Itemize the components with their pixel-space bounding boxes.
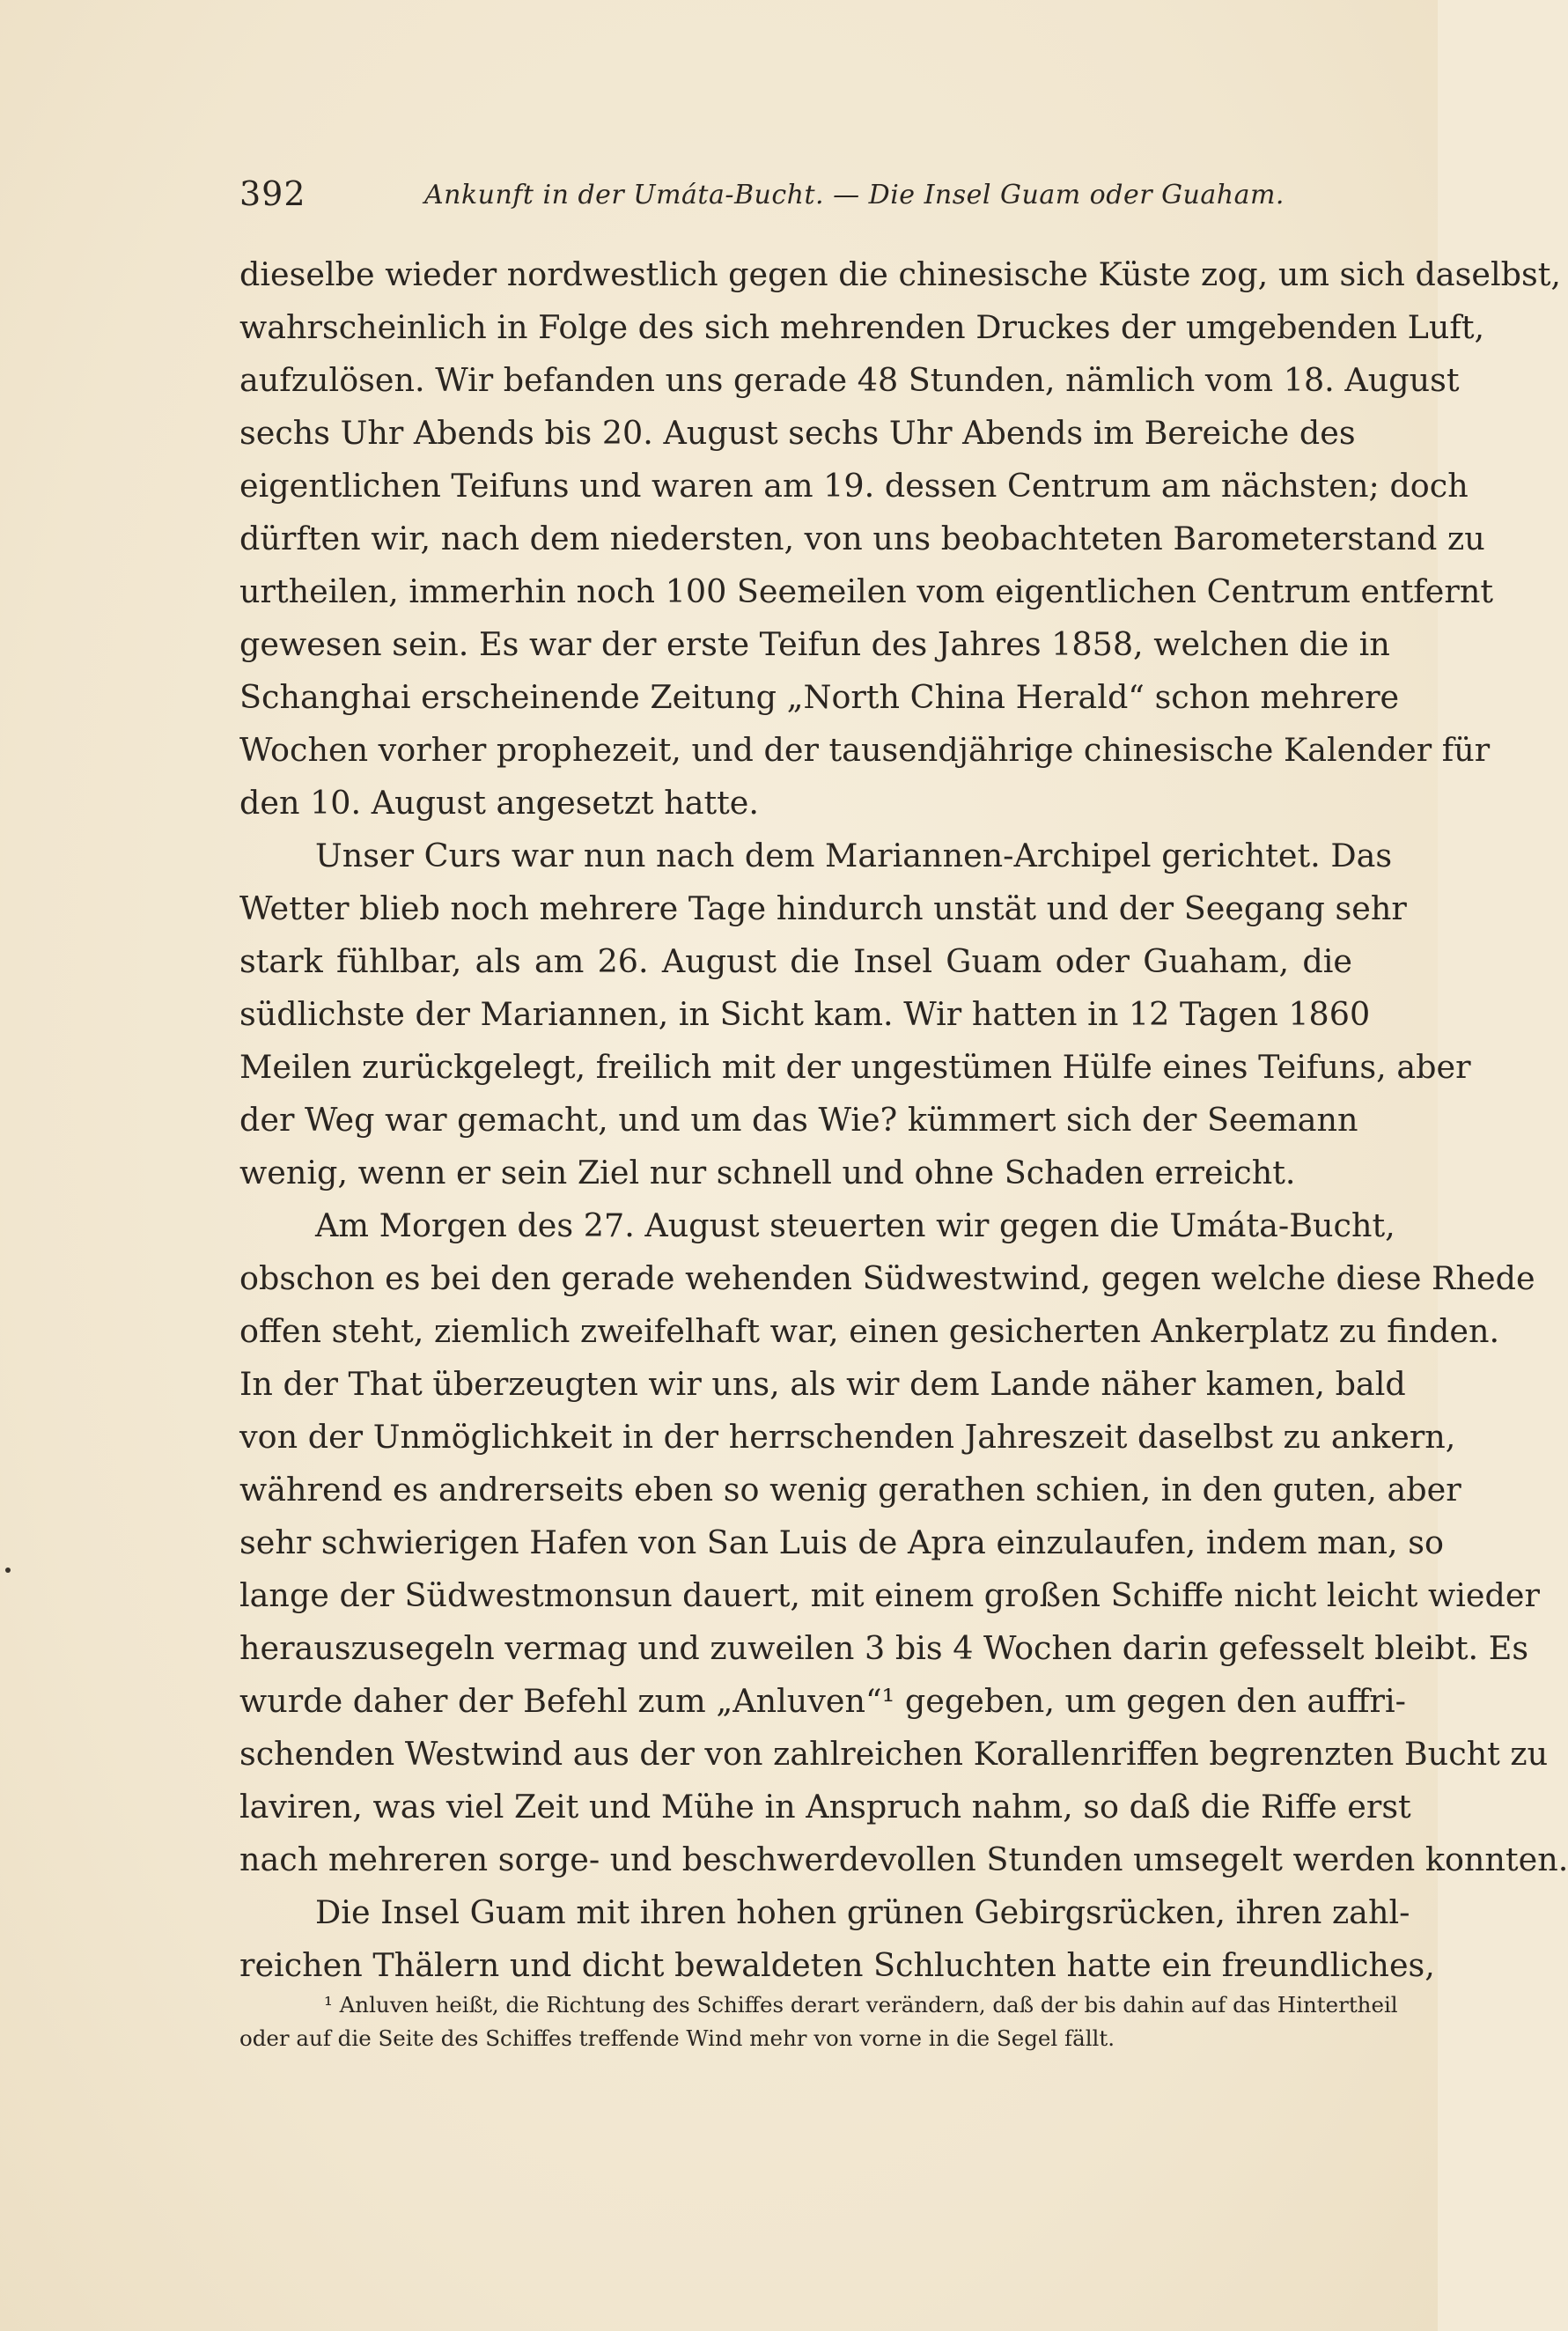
text-line: südlichste der Mariannen, in Sicht kam. Wir hatten in 12 Tagen 1860: [239, 995, 1371, 1033]
text-line: dieselbe wieder nordwestlich gegen die chinesische Küste zog, um sich daselbst,: [239, 255, 1562, 293]
text-line: sechs Uhr Abends bis 20. August sechs Uhr Abends im Bereiche des: [239, 414, 1356, 452]
page-number: 392: [239, 174, 306, 213]
text-line: gewesen sein. Es war der erste Teifun des Jahres 1858, welchen die in: [239, 625, 1390, 663]
text-line: Wochen vorher prophezeit, und der tausendjährige chinesische Kalender für: [239, 731, 1491, 769]
text-line: obschon es bei den gerade wehenden Südwestwind, gegen welche diese Rhede: [239, 1259, 1535, 1297]
text-line: eigentlichen Teifuns und waren am 19. dessen Centrum am nächsten; doch: [239, 467, 1469, 505]
margin-speck: [5, 1568, 11, 1573]
text-line: reichen Thälern und dicht bewaldeten Schluchten hatte ein freundliches,: [239, 1946, 1435, 1984]
text-line: Meilen zurückgelegt, freilich mit der ungestümen Hülfe eines Teifuns, aber: [239, 1048, 1471, 1086]
text-line: In der That überzeugten wir uns, als wir dem Lande näher kamen, bald: [239, 1365, 1406, 1403]
body-text: [239, 248, 1568, 1992]
text-line: der Weg war gemacht, und um das Wie? kümmert sich der Seemann: [239, 1101, 1358, 1139]
footnotes: [239, 1988, 1398, 2055]
text-line: laviren, was viel Zeit und Mühe in Anspruch nahm, so daß die Riffe erst: [239, 1788, 1411, 1826]
running-title: Ankunft in der Umáta-Bucht. — Die Insel Guam oder Guaham.: [424, 180, 1285, 210]
text-line: wurde daher der Befehl zum „Anluven“¹ gegeben, um gegen den auffri-: [239, 1682, 1407, 1720]
footnote-line: oder auf die Seite des Schiffes treffende Wind mehr von vorne in die Segel fällt.: [239, 2025, 1115, 2051]
page-header: [239, 173, 1402, 225]
text-line: Unser Curs war nun nach dem Mariannen-Archipel gerichtet. Das: [315, 837, 1393, 874]
text-line: den 10. August angesetzt hatte.: [239, 784, 760, 822]
text-line: schenden Westwind aus der von zahlreichen Korallenriffen begrenzten Bucht zu: [239, 1735, 1549, 1773]
text-line: nach mehreren sorge- und beschwerdevollen Stunden umsegelt werden konnten.: [239, 1840, 1568, 1878]
text-line: Schanghai erscheinende Zeitung „North China Herald“ schon mehrere: [239, 678, 1400, 716]
text-line: lange der Südwestmonsun dauert, mit einem großen Schiffe nicht leicht wieder: [239, 1576, 1540, 1614]
text-line: von der Unmöglichkeit in der herrschenden Jahreszeit daselbst zu ankern,: [239, 1418, 1456, 1456]
text-line: stark fühlbar, als am 26. August die Insel Guam oder Guaham, die: [239, 942, 1352, 980]
text-line: dürften wir, nach dem niedersten, von uns beobachteten Barometerstand zu: [239, 520, 1485, 557]
text-line: Die Insel Guam mit ihren hohen grünen Gebirgsrücken, ihren zahl-: [315, 1893, 1410, 1931]
text-line: herauszusegeln vermag und zuweilen 3 bis 4 Wochen darin gefesselt bleibt. Es: [239, 1629, 1529, 1667]
text-line: sehr schwierigen Hafen von San Luis de Apra einzulaufen, indem man, so: [239, 1523, 1444, 1561]
text-line: während es andrerseits eben so wenig gerathen schien, in den guten, aber: [239, 1471, 1461, 1509]
text-line: Wetter blieb noch mehrere Tage hindurch unstät und der Seegang sehr: [239, 889, 1407, 927]
text-line: urtheilen, immerhin noch 100 Seemeilen vom eigentlichen Centrum entfernt: [239, 572, 1494, 610]
text-line: aufzulösen. Wir befanden uns gerade 48 Stunden, nämlich vom 18. August: [239, 361, 1460, 399]
text-line: Am Morgen des 27. August steuerten wir gegen die Umáta-Bucht,: [315, 1206, 1395, 1244]
text-line: wenig, wenn er sein Ziel nur schnell und ohne Schaden erreicht.: [239, 1154, 1296, 1191]
text-line: offen steht, ziemlich zweifelhaft war, einen gesicherten Ankerplatz zu finden.: [239, 1312, 1500, 1350]
footnote-line: ¹ Anluven heißt, die Richtung des Schiffes derart verändern, daß der bis dahin auf das Hintertheil: [324, 1992, 1398, 2017]
text-line: wahrscheinlich in Folge des sich mehrenden Druckes der umgebenden Luft,: [239, 308, 1485, 346]
